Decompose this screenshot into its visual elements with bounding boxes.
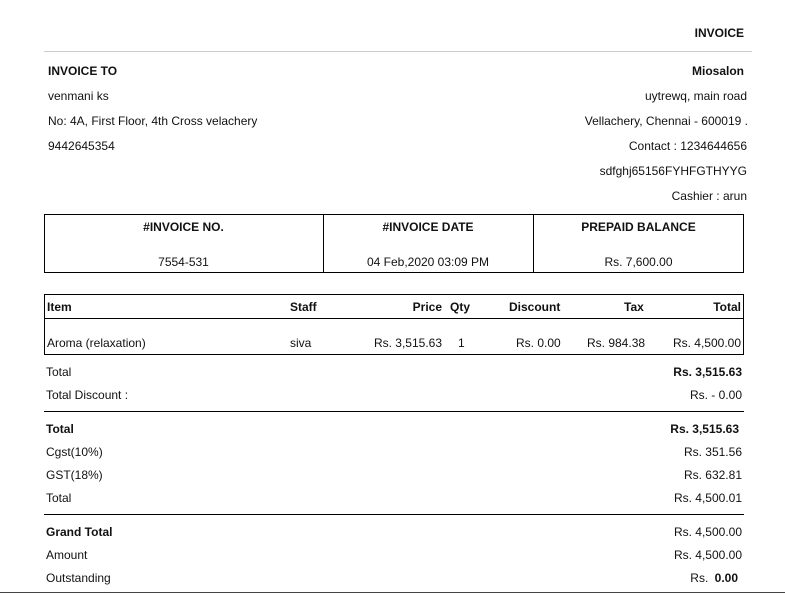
cgst-value: Rs. 351.56 xyxy=(683,445,742,459)
outstanding-label: Outstanding xyxy=(46,571,111,585)
row-item: Aroma (relaxation) xyxy=(47,336,146,350)
subtotal-value: Rs. 3,515.63 xyxy=(670,422,739,436)
company-name: Miosalon xyxy=(691,64,744,78)
company-address-2: Vellachery, Chennai - 600019 . xyxy=(584,114,748,128)
cgst-label: Cgst(10%) xyxy=(46,445,103,459)
invoice-no-value: 7554-531 xyxy=(158,255,209,269)
amount-label: Amount xyxy=(46,548,88,562)
cashier: Cashier : arun xyxy=(671,189,747,203)
row-staff: siva xyxy=(290,336,312,350)
row-tax: Rs. 984.38 xyxy=(587,336,646,350)
col-tax-header: Tax xyxy=(624,300,644,314)
tax-total-label: Total xyxy=(46,491,72,505)
totals-divider xyxy=(44,411,744,412)
prepaid-balance-label: PREPAID BALANCE xyxy=(581,220,696,234)
row-total: Rs. 4,500.00 xyxy=(672,336,741,350)
col-price-header: Price xyxy=(412,300,442,314)
subtotal-label: Total xyxy=(46,422,74,436)
row-price: Rs. 3,515.63 xyxy=(373,336,442,350)
total-discount-value: Rs. - 0.00 xyxy=(689,388,742,402)
gst-value: Rs. 632.81 xyxy=(683,468,742,482)
header-divider xyxy=(44,51,752,52)
grand-total-value: Rs. 4,500.00 xyxy=(673,525,742,539)
customer-name: venmani ks xyxy=(48,89,109,103)
customer-address: No: 4A, First Floor, 4th Cross velachery xyxy=(48,114,258,128)
row-discount: Rs. 0.00 xyxy=(516,336,561,350)
col-staff-header: Staff xyxy=(290,300,317,314)
col-total-header: Total xyxy=(713,300,741,314)
invoice-date-value: 04 Feb,2020 03:09 PM xyxy=(366,255,490,269)
tax-total-value: Rs. 4,500.01 xyxy=(673,491,742,505)
total-label: Total xyxy=(46,365,72,379)
total-value: Rs. 3,515.63 xyxy=(673,365,742,379)
prepaid-balance-value: Rs. 7,600.00 xyxy=(604,255,673,269)
invoice-no-label: #INVOICE NO. xyxy=(143,220,224,234)
company-code: sdfghj65156FYHFGTHYYG xyxy=(599,164,747,178)
customer-phone: 9442645354 xyxy=(48,139,115,153)
row-qty: 1 xyxy=(458,336,465,350)
outstanding-value: 0.00 xyxy=(714,571,738,585)
total-discount-label: Total Discount : xyxy=(46,388,129,402)
grand-total-label: Grand Total xyxy=(46,525,113,539)
outstanding-prefix: Rs. xyxy=(690,571,709,585)
company-contact: Contact : 1234644656 xyxy=(628,139,747,153)
page-bottom-border xyxy=(0,592,785,593)
gst-label: GST(18%) xyxy=(46,468,103,482)
invoice-title: INVOICE xyxy=(694,26,744,40)
amount-value: Rs. 4,500.00 xyxy=(673,548,742,562)
totals-divider xyxy=(44,514,744,515)
invoice-date-label: #INVOICE DATE xyxy=(382,220,474,234)
company-address-1: uytrewq, main road xyxy=(644,89,747,103)
col-item-header: Item xyxy=(47,300,72,314)
col-qty-header: Qty xyxy=(450,300,471,314)
items-header-divider xyxy=(44,318,744,319)
bill-to-heading: INVOICE TO xyxy=(48,64,118,78)
outstanding-value-group xyxy=(690,571,738,585)
col-discount-header: Discount xyxy=(509,300,561,314)
